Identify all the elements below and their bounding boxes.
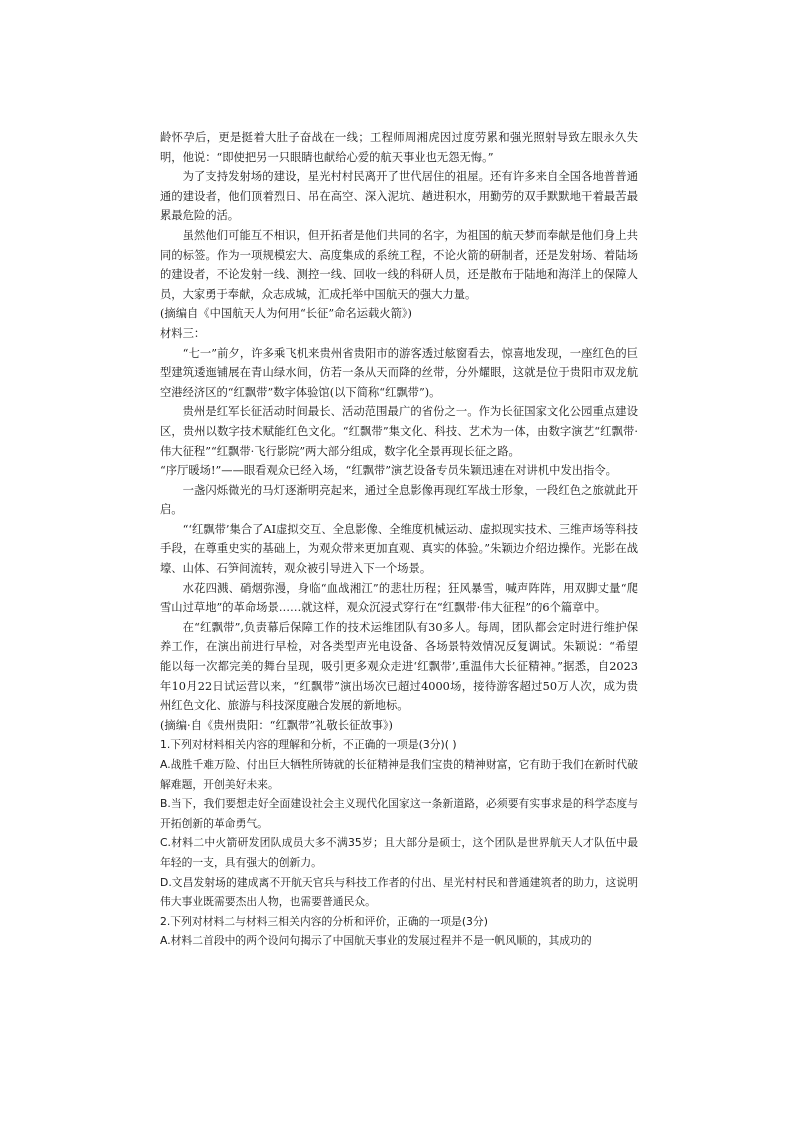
question-1-option-c: C.材料二中火箭研发团队成员大多不满35岁；且大部分是硕士，这个团队是世界航天人才队伍中最年轻的一支，具有强大的创新力。 bbox=[160, 836, 638, 869]
question-1-option-b: B.当下，我们要想走好全面建设社会主义现代化国家这一条新道路，必须要有实事求是的科学态度与开拓创新的革命勇气。 bbox=[160, 797, 638, 830]
question-1-option-a: A.战胜千难万险、付出巨大牺牲所铸就的长征精神是我们宝贵的精神财富，它有助于我们在新时代破解难题，开创美好未来。 bbox=[160, 758, 638, 791]
document-page bbox=[160, 128, 638, 951]
paragraph-maintenance-team: 在“红飘带”,负责幕后保障工作的技术运维团队有30多人。每周，团队都会定时进行维护保养工作，在演出前进行早检，对各类型声光电设备、各场景特效情况反复调试。朱颖说：“希望能以每一次都完美的舞台呈现，吸引更多观众走进‘红飘带’,重温伟大长征精神。”据悉，自2023年10月22日试运营以来，“红飘带”演出场次已超过4000场，接待游客超过50万人次，成为贵州红色文化、旅游与科技深度融合发展的新地标。 bbox=[160, 620, 638, 713]
question-2-stem: 2.下列对材料二与材料三相关内容的分析和评价，正确的一项是(3分) bbox=[160, 914, 488, 928]
paragraph-lantern: 一盏闪烁微光的马灯逐渐明亮起来，通过全息影像再现红军战士形象，一段红色之旅就此开启。 bbox=[160, 483, 638, 517]
paragraph-prelude: “序厅暖场!”——眼看观众已经入场，“红飘带”演艺设备专员朱颖迅速在对讲机中发出指令。 bbox=[160, 464, 617, 478]
question-2-option-a: A.材料二首段中的两个设问句揭示了中国航天事业的发展过程并不是一帆风顺的，其成功的 bbox=[160, 934, 592, 948]
paragraph-technology: “‘红飘带’集合了AI虚拟交互、全息影像、全维度机械运动、虚拟现实技术、三维声场等科技手段，在尊重史实的基础上，为观众带来更加直观、真实的体验。”朱颖边介绍边操作。光影在战壕、山体、石笋间流转，观众被引导进入下一个场景。 bbox=[160, 522, 638, 576]
question-1-option-d: D.文昌发射场的建成离不开航天官兵与科技工作者的付出、星光村村民和普通建筑者的助力，这说明伟大事业既需要杰出人物，也需要普通民众。 bbox=[160, 875, 638, 909]
material-3-heading: 材料三： bbox=[160, 326, 206, 340]
source-citation-material-2: (摘编自《中国航天人为何用“长征”命名运载火箭》) bbox=[160, 307, 412, 321]
paragraph-scenes: 水花四溅、硝烟弥漫，身临“血战湘江”的悲壮历程；狂风暴雪，喊声阵阵，用双脚丈量“爬雪山过草地”的革命场景……就这样，观众沉浸式穿行在“红飘带·伟大征程”的6个篇章中。 bbox=[160, 581, 638, 615]
paragraph-pioneers: 虽然他们可能互不相识，但开拓者是他们共同的名字，为祖国的航天梦而奉献是他们身上共同的标签。作为一项规模宏大、高度集成的系统工程，不论火箭的研制者，还是发射场、着陆场的建设者，不论发射一线、测控一线、回收一线的科研人员，还是散布于陆地和海洋上的保障人员，大家勇于奉献，众志成城，汇成托举中国航天的强大力量。 bbox=[160, 228, 638, 301]
source-citation-material-3: (摘编·自《贵州贵阳：“红飘带”礼敬长征故事》) bbox=[160, 718, 393, 732]
paragraph-villagers: 为了支持发射场的建设，星光村村民离开了世代居住的祖屋。还有许多来自全国各地普普通通的建设者，他们顶着烈日、吊在高空、深入泥坑、趟进积水，用勤劳的双手默默地干着最苦最累最危险的活。 bbox=[160, 170, 638, 223]
paragraph-red-ribbon-intro: “七一”前夕，许多乘飞机来贵州省贵阳市的游客透过舷窗看去，惊喜地发现，一座红色的巨型建筑逶迤铺展在青山绿水间，仿若一条从天而降的丝带，分外耀眼，这就是位于贵阳市双龙航空港经济区的“红飘带”数字体验馆(以下简称“红飘带”)。 bbox=[160, 346, 638, 399]
question-1-stem: 1.下列对材料相关内容的理解和分析，不正确的一项是(3分)( ) bbox=[160, 738, 457, 752]
paragraph-continuation-1: 龄怀孕后，更是挺着大肚子奋战在一线；工程师周湘虎因过度劳累和强光照射导致左眼永久失明，他说：“即使把另一只眼睛也献给心爱的航天事业也无怨无悔。” bbox=[160, 131, 638, 164]
paragraph-guizhou: 贵州是红军长征活动时间最长、活动范围最广的省份之一。作为长征国家文化公园重点建设区，贵州以数字技术赋能红色文化。“红飘带”集文化、科技、艺术为一体，由数字演艺“红飘带·伟大征程”“红飘带·飞行影院”两大部分组成，数字化全景再现长征之路。 bbox=[160, 405, 638, 458]
